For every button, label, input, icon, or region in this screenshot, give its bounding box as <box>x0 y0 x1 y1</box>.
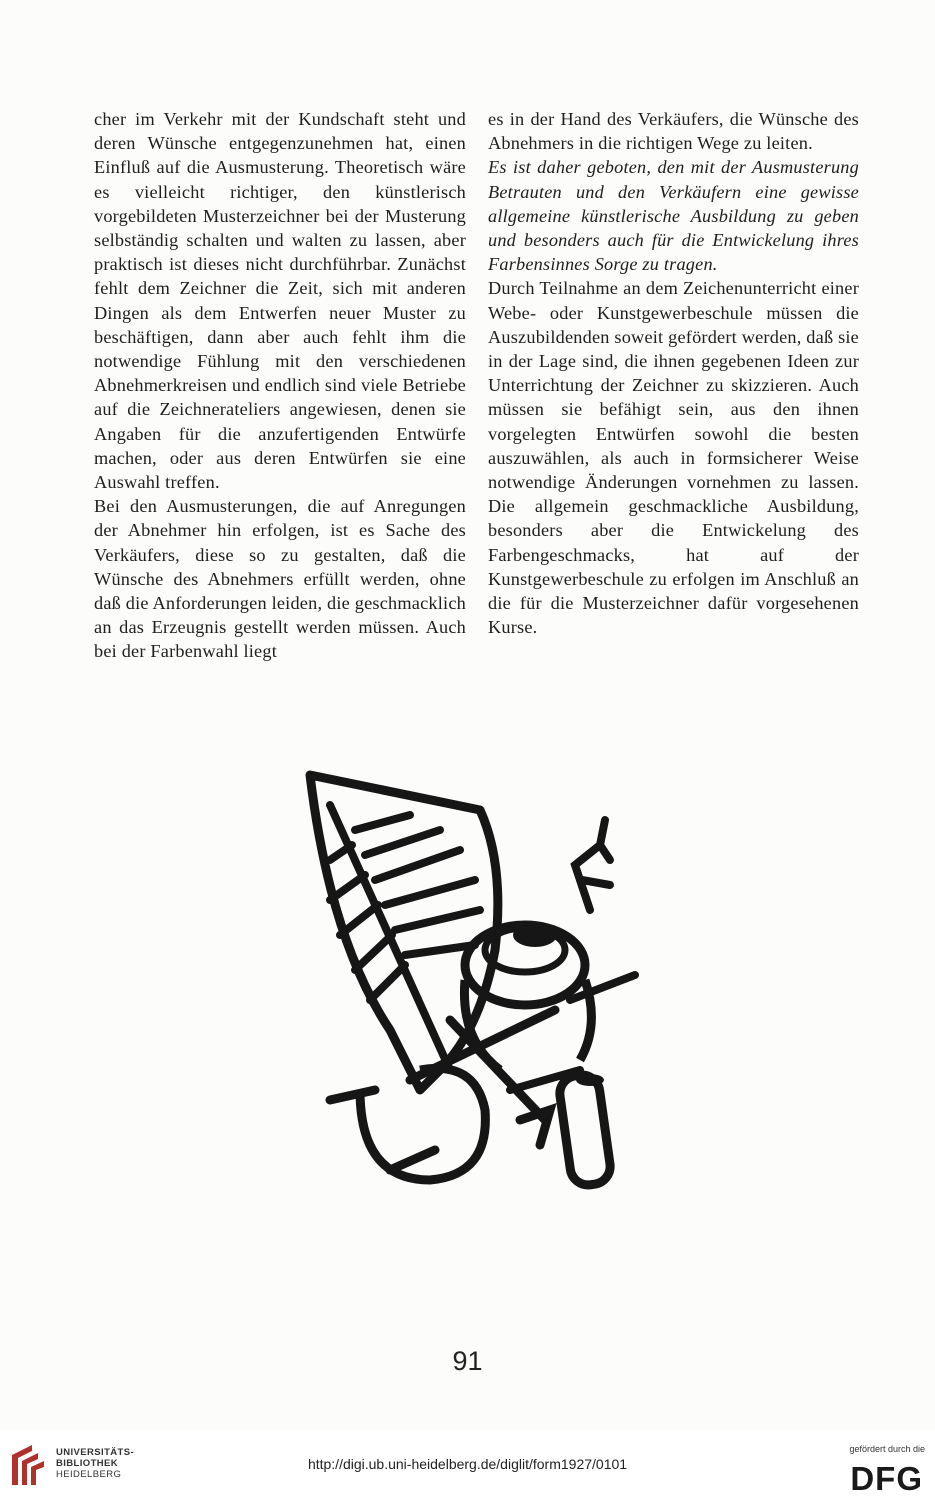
footer-bar <box>0 1430 935 1501</box>
paragraph: es in der Hand des Verkäufers, die Wünsche des Abnehmers in die richtigen Wege zu leiten. <box>488 109 859 154</box>
dfg-logo[interactable]: DFG <box>850 1460 923 1497</box>
library-name-line: HEIDELBERG <box>56 1469 122 1480</box>
library-name-line: UNIVERSITÄTS- <box>56 1447 135 1458</box>
funding-note: gefördert durch die <box>849 1444 925 1454</box>
paragraph: Durch Teilnahme an dem Zeichenunterricht einer Webe- oder Kunstgewerbeschule müssen die Auszubildenden soweit gefördert werden, daß sie in der Lage sind, die ihnen gegebenen Ideen zur Unterrichtung der Zeichner zu skizzieren. Auch müssen sie befähigt sein, aus den ihnen vorgelegten Entwürfen sowohl die besten auszuwählen, als auch in formsicherer Weise notwendige Änderungen vornehmen zu lassen. Die allgemein geschmackliche Ausbildung, besonders aber die Entwickelung des Farbengeschmacks, hat auf der Kunstgewerbeschule zu erfolgen im Anschluß an die für die Musterzeichner dafür vorgesehenen Kurse. <box>488 278 859 638</box>
italic-paragraph: Es ist daher geboten, den mit der Ausmusterung Betrauten und den Verkäufern eine gewisse allgemeine künstlerische Ausbildung zu geben und besonders auch für die Entwickelung ihres Farbensinnes Sorge zu tragen. <box>488 157 859 275</box>
text-column-left <box>94 107 466 664</box>
permalink-url[interactable]: http://digi.ub.uni-heidelberg.de/diglit/form1927/0101 <box>307 1456 628 1472</box>
paragraph: cher im Verkehr mit der Kundschaft steht und deren Wünsche entgegenzunehmen hat, einen Einfluß auf die Ausmusterung. Theoretisch wäre es vielleicht richtiger, den künstlerisch vorgebildeten Musterzeichner bei der Musterung selbständig schalten und walten zu lassen, aber praktisch ist dieses nicht durchführbar. Zunächst fehlt dem Zeichner die Zeit, sich mit anderen Dingen als dem Entwerfen neuer Muster zu beschäftigen, dann aber auch fehlt ihm die notwendige Fühlung mit den verschiedenen Abnehmerkreisen und endlich sind viele Betriebe auf die Zeichnerateliers angewiesen, denen sie Angaben für die anzufertigenden Entwürfe machen, oder aus deren Entwürfen sie eine Auswahl treffen. <box>94 109 466 493</box>
paragraph: Bei den Ausmusterungen, die auf Anregungen der Abnehmer hin erfolgen, ist es Sache des Verkäufers, diese so zu gestalten, daß die Wünsche des Abnehmers erfüllt werden, ohne daß die Anforderungen leiden, die geschmacklich an das Erzeugnis gestellt werden müssen. Auch bei der Farbenwahl liegt <box>94 496 466 662</box>
text-column-right <box>488 107 859 639</box>
page-number: 91 <box>452 1346 483 1376</box>
library-name-line: BIBLIOTHEK <box>56 1458 119 1469</box>
woodcut-illustration <box>300 770 655 1190</box>
